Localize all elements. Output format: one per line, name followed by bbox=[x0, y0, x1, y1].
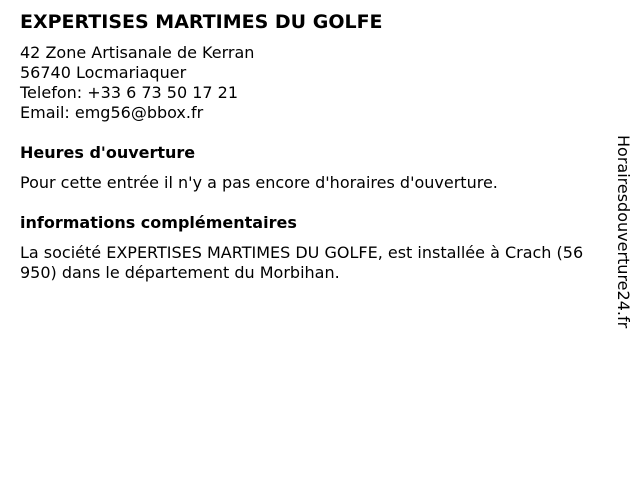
business-entry bbox=[20, 10, 595, 283]
info-text: La société EXPERTISES MARTIMES DU GOLFE, est installée à Crach (56950) dans le département du Morbihan. bbox=[20, 243, 584, 282]
address-line-2: 56740 Locmariaquer bbox=[20, 63, 187, 82]
hours-text: Pour cette entrée il n'y a pas encore d'horaires d'ouverture. bbox=[20, 173, 498, 192]
info-heading: informations complémentaires bbox=[20, 213, 297, 232]
contact-block bbox=[20, 43, 595, 123]
email-address: Email: emg56@bbox.fr bbox=[20, 103, 204, 122]
hours-heading: Heures d'ouverture bbox=[20, 143, 196, 162]
address-line-1: 42 Zone Artisanale de Kerran bbox=[20, 43, 255, 62]
company-name: EXPERTISES MARTIMES DU GOLFE bbox=[20, 11, 383, 33]
site-watermark-label: Horairesdouverture24.fr bbox=[614, 135, 633, 329]
phone-number: Telefon: +33 6 73 50 17 21 bbox=[20, 83, 239, 102]
